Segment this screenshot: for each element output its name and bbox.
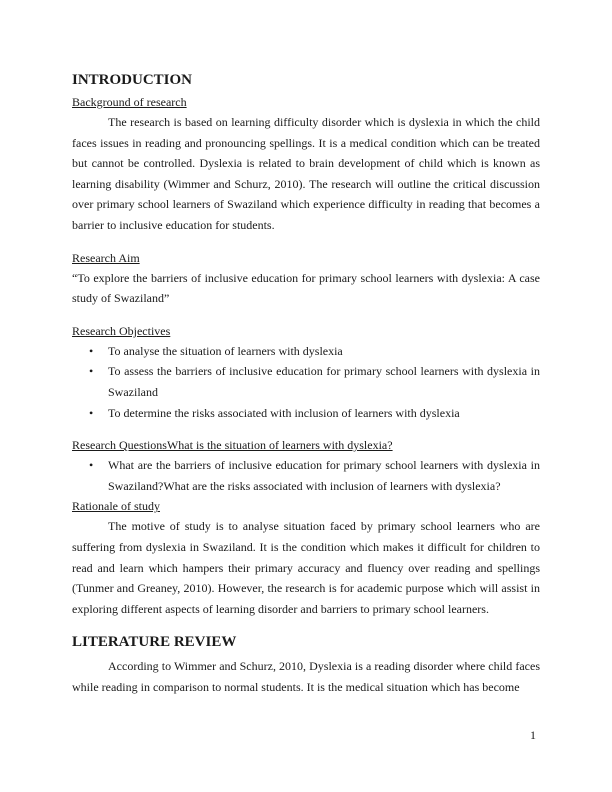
objective-text: To determine the risks associated with inclusion of learners with dyslexia: [108, 405, 460, 420]
objective-text: To analyse the situation of learners with dyslexia: [108, 343, 343, 358]
research-objectives-heading: Research Objectives: [72, 323, 171, 338]
introduction-heading: INTRODUCTION: [72, 72, 193, 88]
list-item: [72, 403, 540, 424]
rationale-paragraph: The motive of study is to analyse situation faced by primary school learners who are suffering from dyslexia in Swaziland. It is the condition which makes it difficult for children to read and learn which hampers their primary accuracy and fluency over reading and spellings (Tunmer and Greaney, 2010). However, the research is for academic purpose which will assist in exploring different aspects of learning disorder and barriers to primary school learners.: [72, 519, 540, 616]
background-heading: Background of research: [72, 95, 187, 109]
question-text: What are the barriers of inclusive education for primary school learners with dyslexia in Swaziland?What are the risks associated with inclusion of learners with dyslexia?: [108, 458, 540, 493]
background-paragraph: The research is based on learning difficulty disorder which is dyslexia in which the child faces issues in reading and pronouncing spellings. It is a medical condition which can be treated but cannot be controlled. Dyslexia is related to brain development of child which is known as learning disability (Wimmer and Schurz, 2010). The research will outline the critical discussion over primary school learners of Swaziland which experience difficulty in reading that becomes a barrier to inclusive education for students.: [72, 115, 540, 232]
bullet-icon: •: [89, 405, 94, 420]
list-item: [72, 341, 540, 362]
objective-text: To assess the barriers of inclusive education for primary school learners with dyslexia in Swaziland: [108, 364, 540, 399]
objectives-list: [72, 341, 540, 423]
bullet-icon: •: [89, 343, 94, 358]
bullet-icon: •: [89, 458, 94, 473]
literature-review-paragraph: According to Wimmer and Schurz, 2010, Dyslexia is a reading disorder where child faces while reading in comparison to normal students. It is the medical situation which has become: [72, 659, 540, 694]
research-aim-heading: Research Aim: [72, 250, 140, 265]
bullet-icon: •: [89, 364, 94, 379]
list-item: [72, 361, 540, 402]
research-questions-heading: Research QuestionsWhat is the situation of learners with dyslexia?: [72, 438, 393, 453]
rationale-heading: Rationale of study: [72, 499, 160, 514]
research-aim-paragraph: “To explore the barriers of inclusive education for primary school learners with dyslexia: A case study of Swaziland”: [72, 270, 540, 306]
list-item: [72, 455, 540, 496]
page-number: 1: [530, 728, 536, 742]
document-page: [72, 70, 540, 697]
questions-list: [72, 455, 540, 496]
literature-review-heading: LITERATURE REVIEW: [72, 634, 237, 651]
